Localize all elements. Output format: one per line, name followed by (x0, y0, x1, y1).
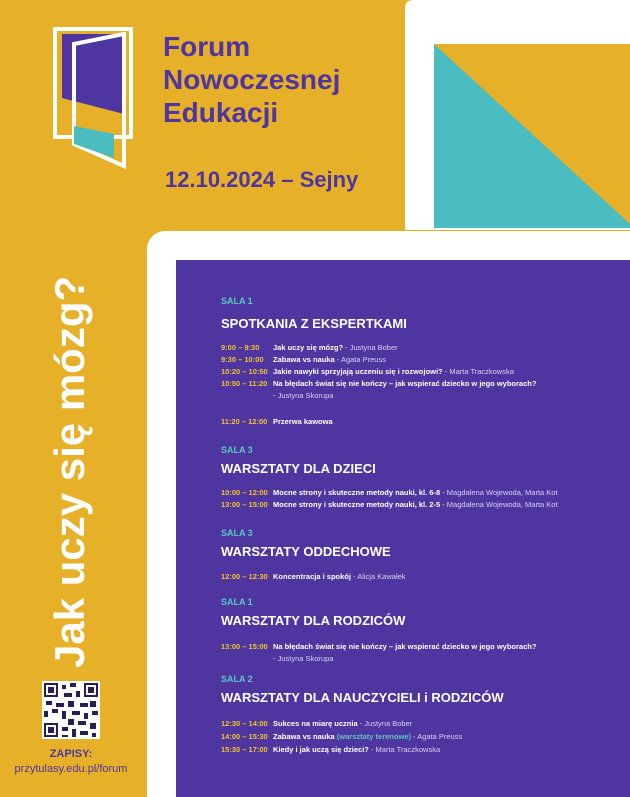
session-speaker: - Justyna Skorupa (273, 391, 334, 400)
session-title: Mocne strony i skuteczne metody nauki, kl. 6-8 (273, 488, 441, 497)
session-title: Koncentracja i spokój (273, 572, 351, 581)
section-room: SALA 2 (221, 674, 253, 684)
session-time: 9:30 – 10:00 (221, 355, 264, 364)
session-title: Jakie nawyki sprzyjają uczeniu się i rozwojowi? (273, 367, 443, 376)
section-title: WARSZTATY DLA RODZICÓW (221, 613, 406, 628)
session-row (221, 641, 536, 652)
title-line-1: Forum (163, 31, 251, 62)
session-time: 13:00 – 15:00 (221, 642, 268, 651)
session-time: 10:50 – 11:20 (221, 379, 268, 388)
session-time: 12:30 – 14:00 (221, 719, 268, 728)
session-row (221, 366, 514, 377)
signup-label: ZAPISY: (49, 748, 93, 760)
session-highlight: (warsztaty terenowe) (336, 732, 411, 741)
page-title (163, 30, 340, 129)
session-time: 10:00 – 12:00 (221, 488, 268, 497)
session-speaker: - Alicja Kawałek (350, 572, 406, 581)
session-row (221, 718, 412, 729)
section-room: SALA 1 (221, 597, 253, 607)
qr-code-icon[interactable] (42, 681, 100, 739)
session-row (221, 342, 398, 353)
section-title: WARSZTATY ODDECHOWE (221, 544, 391, 559)
session-time: 12:00 – 12:30 (221, 572, 268, 581)
session-speaker: - Agata Preuss (410, 732, 463, 741)
title-line-2: Nowoczesnej (163, 64, 341, 95)
section-title: WARSZTATY DLA NAUCZYCIELI i RODZICÓW (221, 690, 504, 705)
session-time: 13:00 – 15:00 (221, 500, 268, 509)
section-title: SPOTKANIA Z EKSPERTKAMI (221, 316, 407, 331)
session-time: 14:00 – 15:30 (221, 732, 268, 741)
session-speaker: - Agata Preuss (334, 355, 386, 364)
section-room: SALA 3 (221, 445, 253, 455)
session-title: Kiedy i jak uczą się dzieci? (273, 745, 369, 754)
session-time: 10:20 – 10:50 (221, 367, 268, 376)
session-title: Zabawa vs nauka (273, 355, 335, 364)
session-row (221, 354, 386, 365)
event-date: 12.10.2024 – Sejny (165, 167, 359, 192)
session-title: Na błędach świat się nie kończy – jak wspierać dziecko w jego wyborach? (273, 642, 537, 651)
session-speaker: - Marta Traczkowska (368, 745, 441, 754)
session-speaker: - Magdalena Wojewoda, Marta Kot (440, 500, 558, 509)
session-row (221, 487, 558, 498)
session-speaker: - Justyna Bober (357, 719, 413, 728)
vertical-title: Jak uczy się mózg? (46, 275, 93, 668)
session-title: Mocne strony i skuteczne metody nauki, kl. 2-5 (273, 500, 441, 509)
session-row (221, 499, 558, 510)
session-title: Zabawa vs nauka (273, 732, 337, 741)
session-row (221, 416, 333, 427)
session-title: Sukces na miarę ucznia (273, 719, 358, 728)
session-title: Na błędach świat się nie kończy – jak wspierać dziecko w jego wyborach? (273, 379, 537, 388)
signup-link[interactable]: przytulasy.edu.pl/forum (14, 763, 128, 775)
session-row (221, 731, 462, 742)
session-speaker: - Justyna Skorupa (273, 654, 334, 663)
session-speaker: - Justyna Bober (343, 343, 398, 352)
section-room: SALA 3 (221, 528, 253, 538)
section-room: SALA 1 (221, 296, 253, 306)
session-row (221, 571, 406, 582)
session-title: Jak uczy się mózg? (273, 343, 344, 352)
forum-logo-icon (52, 26, 134, 172)
session-time: 15:30 – 17:00 (221, 745, 268, 754)
section-title: WARSZTATY DLA DZIECI (221, 461, 376, 476)
session-row (221, 744, 440, 755)
session-row (221, 378, 536, 389)
session-time: 11:20 – 12:00 (221, 417, 268, 426)
session-title: Przerwa kawowa (273, 417, 333, 426)
title-line-3: Edukacji (163, 97, 279, 128)
session-time: 9:00 – 9:30 (221, 343, 260, 352)
session-speaker: - Magdalena Wojewoda, Marta Kot (440, 488, 558, 497)
session-speaker: - Marta Traczkowska (442, 367, 514, 376)
